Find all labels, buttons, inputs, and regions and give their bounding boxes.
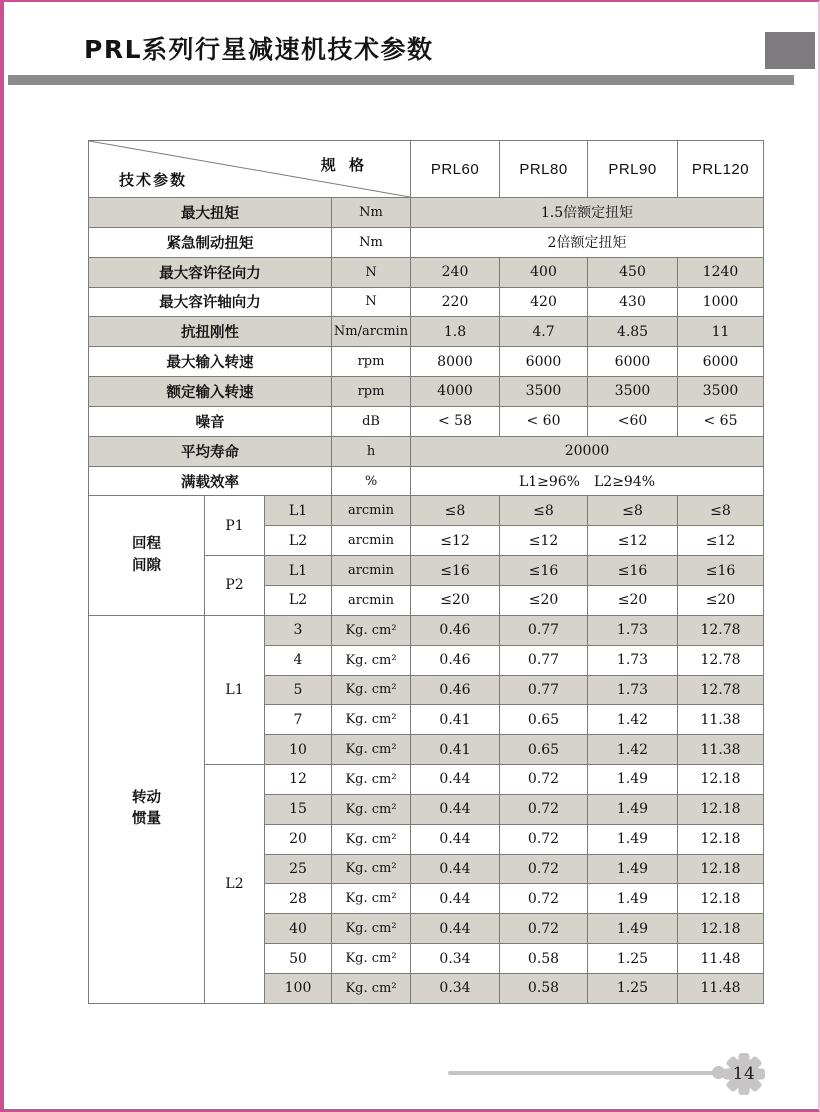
value-cell: 3500 [588,377,678,407]
value-cell: 1.49 [588,914,678,944]
unit-cell: h [332,436,411,466]
value-cell: ≤20 [411,585,500,615]
value-cell: 1240 [678,257,764,287]
span-value-cell: 20000 [411,436,764,466]
unit-cell: Kg. cm² [332,944,411,974]
value-cell: ≤8 [678,496,764,526]
value-cell: 4.85 [588,317,678,347]
value-cell: < 60 [500,406,588,436]
span-value-cell: 2倍额定扭矩 [411,227,764,257]
ratio-cell: 25 [265,854,332,884]
stage-cell: L2 [265,585,332,615]
value-cell: 240 [411,257,500,287]
param-label: 技术参数 [119,171,188,189]
value-cell: 450 [588,257,678,287]
unit-cell: rpm [332,377,411,407]
value-cell: 12.18 [678,884,764,914]
unit-cell: arcmin [332,496,411,526]
param-name-cell: 最大输入转速 [89,347,332,377]
value-cell: 12.18 [678,854,764,884]
value-cell: 0.72 [500,884,588,914]
value-cell: ≤12 [588,526,678,556]
value-cell: 1.49 [588,794,678,824]
accuracy-class-cell: P1 [205,496,265,556]
unit-cell: Kg. cm² [332,765,411,795]
value-cell: 0.77 [500,675,588,705]
value-cell: 1000 [678,287,764,317]
param-name-cell: 满载效率 [89,466,332,496]
stage-cell: L1 [265,556,332,586]
model-header-prl60: PRL60 [411,141,500,198]
table-row [89,436,764,466]
unit-cell: N [332,257,411,287]
value-cell: < 65 [678,406,764,436]
backlash-group-cell [89,496,205,615]
value-cell: ≤8 [500,496,588,526]
value-cell: 0.46 [411,675,500,705]
backlash-group-line1: 回程 [132,535,161,552]
ratio-cell: 5 [265,675,332,705]
value-cell: 1.49 [588,884,678,914]
ratio-cell: 50 [265,944,332,974]
value-cell: 1.25 [588,944,678,974]
value-cell: 11 [678,317,764,347]
value-cell: 0.72 [500,914,588,944]
unit-cell: arcmin [332,526,411,556]
table-row [89,198,764,228]
value-cell: 0.65 [500,735,588,765]
diagonal-header-cell [89,141,411,198]
model-header-prl120: PRL120 [678,141,764,198]
table-row [89,377,764,407]
unit-cell: Nm [332,227,411,257]
param-name-cell: 最大容许轴向力 [89,287,332,317]
value-cell: 400 [500,257,588,287]
span-value-cell: L1≥96% L2≥94% [411,466,764,496]
value-cell: 6000 [500,347,588,377]
backlash-group-line2: 间隙 [132,557,161,574]
value-cell: 0.72 [500,765,588,795]
value-cell: ≤16 [500,556,588,586]
value-cell: 4000 [411,377,500,407]
model-header-prl90: PRL90 [588,141,678,198]
value-cell: 1.49 [588,765,678,795]
value-cell: 0.46 [411,615,500,645]
page-number: 14 [732,1064,756,1084]
table-row [89,287,764,317]
value-cell: 0.72 [500,854,588,884]
value-cell: 0.44 [411,824,500,854]
ratio-cell: 15 [265,794,332,824]
unit-cell: Kg. cm² [332,705,411,735]
param-name-cell: 额定输入转速 [89,377,332,407]
unit-cell: Kg. cm² [332,645,411,675]
title-underline-bar [8,75,794,85]
value-cell: 0.44 [411,914,500,944]
stage-group-cell: L1 [205,615,265,764]
value-cell: < 58 [411,406,500,436]
value-cell: 0.41 [411,735,500,765]
value-cell: <60 [588,406,678,436]
value-cell: 0.44 [411,765,500,795]
param-name-cell: 紧急制动扭矩 [89,227,332,257]
table-row [89,496,764,526]
value-cell: 12.18 [678,794,764,824]
unit-cell: Kg. cm² [332,884,411,914]
value-cell: ≤8 [588,496,678,526]
inertia-group-line1: 转动 [132,789,161,806]
value-cell: 0.44 [411,794,500,824]
ratio-cell: 20 [265,824,332,854]
value-cell: 1.25 [588,973,678,1003]
ratio-cell: 10 [265,735,332,765]
value-cell: 1.49 [588,854,678,884]
value-cell: 420 [500,287,588,317]
stage-group-cell: L2 [205,765,265,1004]
unit-cell: % [332,466,411,496]
ratio-cell: 12 [265,765,332,795]
stage-cell: L2 [265,526,332,556]
unit-cell: Kg. cm² [332,794,411,824]
ratio-cell: 40 [265,914,332,944]
unit-cell: N [332,287,411,317]
page-title: PRL系列行星减速机技术参数 [84,35,434,64]
corner-accent-square [765,32,815,69]
value-cell: ≤20 [588,585,678,615]
stage-cell: L1 [265,496,332,526]
table-row [89,317,764,347]
value-cell: 0.65 [500,705,588,735]
value-cell: 0.72 [500,824,588,854]
value-cell: ≤12 [500,526,588,556]
param-name-cell: 平均寿命 [89,436,332,466]
value-cell: 12.18 [678,914,764,944]
value-cell: ≤16 [678,556,764,586]
value-cell: 1.73 [588,615,678,645]
value-cell: 0.58 [500,944,588,974]
value-cell: 0.58 [500,973,588,1003]
table-row [89,227,764,257]
value-cell: 12.78 [678,675,764,705]
value-cell: 220 [411,287,500,317]
page-number-gear [722,1052,766,1096]
value-cell: 0.72 [500,794,588,824]
table-header-row [89,141,764,198]
accuracy-class-cell: P2 [205,556,265,616]
value-cell: 0.46 [411,645,500,675]
footer-rule-line [448,1071,720,1075]
value-cell: 0.34 [411,944,500,974]
unit-cell: arcmin [332,585,411,615]
ratio-cell: 3 [265,615,332,645]
ratio-cell: 7 [265,705,332,735]
value-cell: 12.18 [678,824,764,854]
inertia-group-line2: 惯量 [132,811,161,828]
value-cell: 11.38 [678,735,764,765]
param-name-cell: 抗扭刚性 [89,317,332,347]
unit-cell: Kg. cm² [332,735,411,765]
unit-cell: Kg. cm² [332,824,411,854]
value-cell: 1.42 [588,705,678,735]
value-cell: 0.44 [411,884,500,914]
model-header-prl80: PRL80 [500,141,588,198]
unit-cell: Kg. cm² [332,675,411,705]
value-cell: 6000 [678,347,764,377]
value-cell: 11.48 [678,973,764,1003]
value-cell: 430 [588,287,678,317]
unit-cell: Kg. cm² [332,615,411,645]
unit-cell: Nm [332,198,411,228]
ratio-cell: 28 [265,884,332,914]
param-name-cell: 噪音 [89,406,332,436]
value-cell: ≤12 [411,526,500,556]
value-cell: 0.44 [411,854,500,884]
value-cell: ≤20 [500,585,588,615]
value-cell: 8000 [411,347,500,377]
value-cell: 1.49 [588,824,678,854]
value-cell: 1.8 [411,317,500,347]
ratio-cell: 4 [265,645,332,675]
unit-cell: Kg. cm² [332,914,411,944]
unit-cell: rpm [332,347,411,377]
value-cell: 11.48 [678,944,764,974]
value-cell: 3500 [678,377,764,407]
value-cell: ≤20 [678,585,764,615]
spec-table [88,140,764,1004]
value-cell: 4.7 [500,317,588,347]
value-cell: ≤8 [411,496,500,526]
value-cell: 0.77 [500,615,588,645]
spec-label: 规 格 [320,156,368,174]
table-row [89,466,764,496]
value-cell: 3500 [500,377,588,407]
unit-cell: Kg. cm² [332,973,411,1003]
unit-cell: Kg. cm² [332,854,411,884]
table-row [89,347,764,377]
value-cell: 0.77 [500,645,588,675]
value-cell: ≤12 [678,526,764,556]
table-row [89,257,764,287]
param-name-cell: 最大容许径向力 [89,257,332,287]
value-cell: 0.41 [411,705,500,735]
value-cell: 12.18 [678,765,764,795]
inertia-group-cell [89,615,205,1003]
value-cell: 1.73 [588,675,678,705]
ratio-cell: 100 [265,973,332,1003]
value-cell: 11.38 [678,705,764,735]
value-cell: 1.42 [588,735,678,765]
value-cell: 12.78 [678,615,764,645]
param-name-cell: 最大扭矩 [89,198,332,228]
value-cell: 6000 [588,347,678,377]
value-cell: ≤16 [411,556,500,586]
value-cell: 0.34 [411,973,500,1003]
unit-cell: arcmin [332,556,411,586]
value-cell: ≤16 [588,556,678,586]
unit-cell: dB [332,406,411,436]
span-value-cell: 1.5倍额定扭矩 [411,198,764,228]
table-row [89,615,764,645]
table-row [89,406,764,436]
value-cell: 1.73 [588,645,678,675]
unit-cell: Nm/arcmin [332,317,411,347]
value-cell: 12.78 [678,645,764,675]
